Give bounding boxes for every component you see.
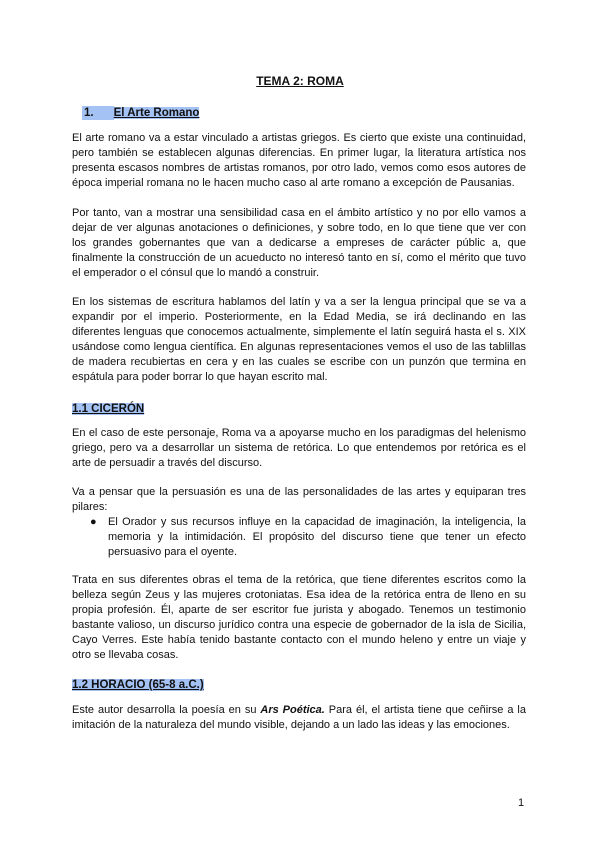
paragraph-cicero-3: Trata en sus diferentes obras el tema de la retórica, que tiene diferentes escritos como la belleza según Zeus y las mujeres crotoniatas. Esa idea de la retórica entra de lleno en su propia profesión. Él, aparte de ser escritor fue jurista y abogado. Tenemos un testimonio bastante valioso, un discurso jurídico contra una especie de gobernador de la isla de Sicilia, Cayo Verres. Este había tenido bastante contacto con el mundo heleno y entre un viaje y otro se llevaba cosas. [72,574,526,661]
section-heading-cicero [72,399,144,417]
paragraph-1: El arte romano va a estar vinculado a artistas griegos. Es cierto que existe una continuidad, pero también se establecen algunas diferencias. En primer lugar, la literatura artística nos presenta escasos nombres de artistas romanos, por otro lado, vemos como esos autores de época imperial romana no le hacen mucho caso al arte romano a excepción de Pausanias. [72,132,526,189]
paragraph-horace [72,703,526,733]
paragraph-3: En los sistemas de escritura hablamos del latín y va a ser la lengua principal que se va a expandir por el imperio. Posteriormente, en la Edad Media, se irá declinando en las diferentes lenguas que conocemos actualmente, simplemente el latín seguirá hasta el s. XIX usándose como lengua científica. En algunas representaciones vemos el uso de las tablillas de madera recubiertas en cera y en las cuales se escribe con un punzón que termina en espátula para poder borrar lo que hayan escrito mal. [72,296,526,383]
paragraph-cicero-1: En el caso de este personaje, Roma va a apoyarse mucho en los paradigmas del helenismo griego, pero va a desarrollar un sistema de retórica. Lo que entendemos por retórica es el arte de persuadir a través del discurso. [72,427,526,469]
horace-text-after: Para él, el artista tiene que ceñirse a la imitación de la naturaleza del mundo visible, dejando a un lado las ideas y las emociones. [72,704,526,731]
paragraph-2: Por tanto, van a mostrar una sensibilidad casa en el ámbito artístico y no por ello vamos a dejar de ver algunas anotaciones o definiciones, y sobre todo, en lo que tiene que ver con los grandes gobernantes que van a dedicarse a empreses de carácter públic a, que finalmente la construcción de un acueducto no interesó tanto en sí, como el mérito que tuvo el emperador o el cónsul que lo mandó a construir. [72,207,526,279]
page-number: 1 [518,797,525,809]
section-label: El Arte Romano [113,107,200,119]
section-heading-1 [82,103,199,121]
bullet-icon: ● [90,516,97,528]
bullet-text: El Orador y sus recursos influye en la capacidad de imaginación, la inteligencia, la memoria y la intimidación. El propósito del discurso tiene que tener un efecto persuasivo para el oyente. [108,516,526,558]
page-title: TEMA 2: ROMA [256,74,344,88]
horace-text-before: Este autor desarrolla la poesía en su [72,704,261,716]
section-label: 1.2 HORACIO (65-8 a.C.) [72,679,204,691]
section-heading-horace [72,675,204,693]
work-title: Ars Poética. [260,704,325,716]
section-label: 1.1 CICERÓN [72,403,145,415]
section-number: 1. [82,106,114,120]
paragraph-cicero-2: Va a pensar que la persuasión es una de las personalidades de las artes y equiparan tres pilares: [72,486,526,513]
